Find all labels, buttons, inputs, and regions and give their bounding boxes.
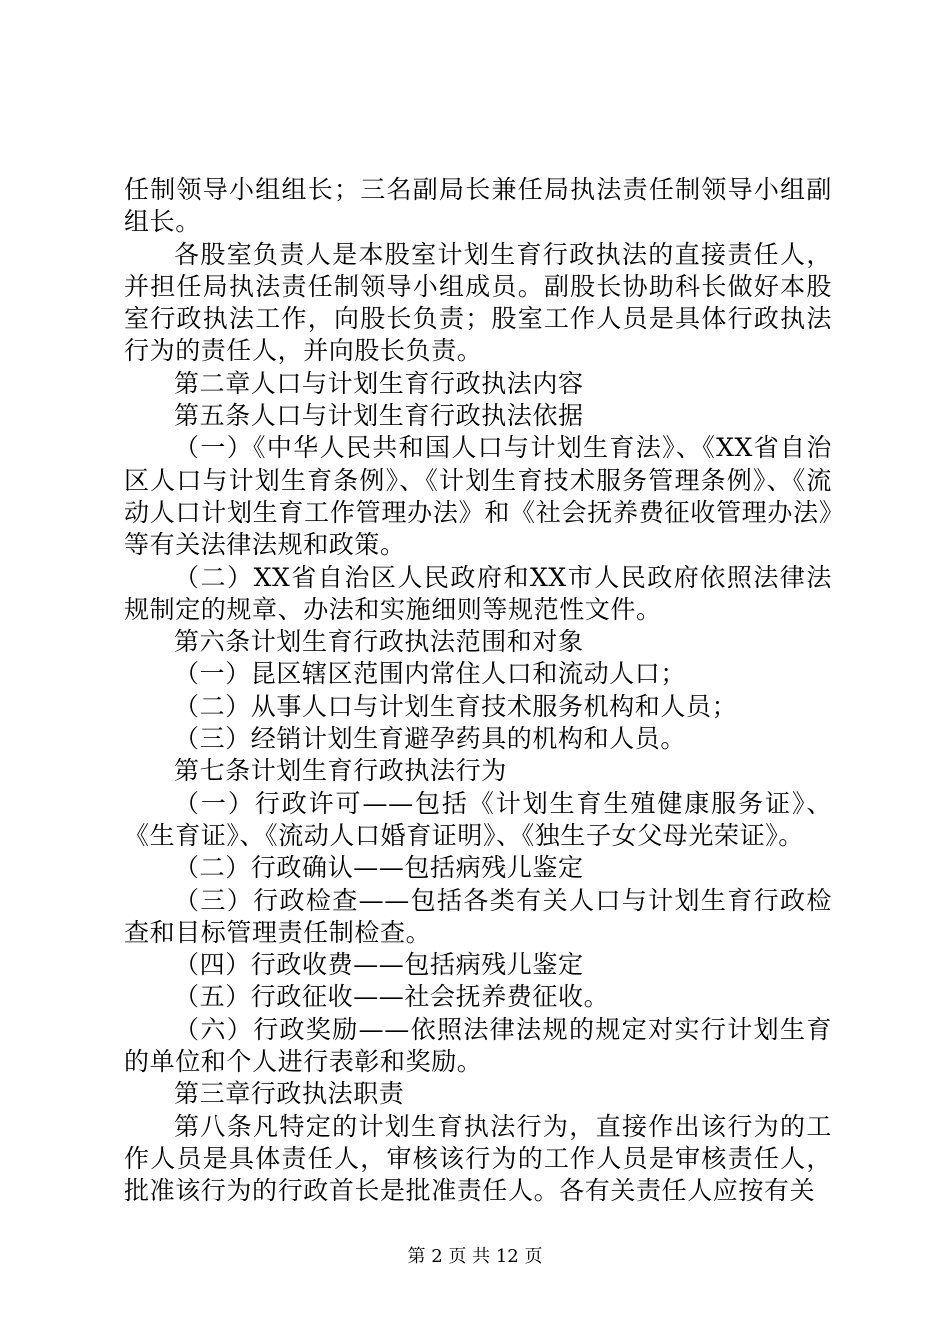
paragraph-2: 各股室负责人是本股室计划生育行政执法的直接责任人，并担任局执法责任制领导小组成员。副股长协助科长做好本股室行政执法工作，向股长负责；股室工作人员是具体行政执法行为的责任人，并向股长负责。	[124, 239, 832, 366]
article-8-paragraph: 第八条凡特定的计划生育执法行为，直接作出该行为的工作人员是具体责任人，审核该行为的工作人员是审核责任人，批准该行为的行政首长是批准责任人。各有关责任人应按有关	[124, 1111, 832, 1206]
article-5-item-2: （二）XX省自治区人民政府和XX市人民政府依照法律法规制定的规章、办法和实施细则等规范性文件。	[124, 562, 832, 624]
article-5-item-1: （一）《中华人民共和国人口与计划生育法》、《XX省自治区人口与计划生育条例》、《计划生育技术服务管理条例》、《流动人口计划生育工作管理办法》和《社会抚养费征收管理办法》等有关法律法规和政策。	[124, 433, 832, 560]
article-7-item-1: （一）行政许可——包括《计划生育生殖健康服务证》、《生育证》、《流动人口婚育证明》、《独生子女父母光荣证》。	[124, 788, 832, 850]
article-7-item-4: （四）行政收费——包括病残儿鉴定	[174, 950, 584, 980]
paragraph-1: 任制领导小组组长；三名副局长兼任局执法责任制领导小组副组长。	[124, 175, 832, 237]
article-5-heading: 第五条人口与计划生育行政执法依据	[174, 401, 584, 431]
article-6-heading: 第六条计划生育行政执法范围和对象	[174, 627, 584, 657]
chapter-heading-2: 第二章人口与计划生育行政执法内容	[174, 368, 584, 398]
article-7-item-5: （五）行政征收——社会抚养费征收。	[174, 982, 610, 1012]
article-7-item-2: （二）行政确认——包括病残儿鉴定	[174, 853, 584, 883]
article-7-item-6: （六）行政奖励——依照法律法规的规定对实行计划生育的单位和个人进行表彰和奖励。	[124, 1014, 832, 1077]
article-6-item-2: （二）从事人口与计划生育技术服务机构和人员；	[174, 691, 738, 721]
chapter-heading-3: 第三章行政执法职责	[174, 1079, 405, 1109]
article-7-heading: 第七条计划生育行政执法行为	[174, 756, 507, 786]
article-6-item-3: （三）经销计划生育避孕药具的机构和人员。	[174, 724, 687, 754]
page-number-footer: 第 2 页 共 12 页	[407, 1246, 543, 1267]
article-7-item-3: （三）行政检查——包括各类有关人口与计划生育行政检查和目标管理责任制检查。	[124, 885, 832, 947]
article-6-item-1: （一）昆区辖区范围内常住人口和流动人口；	[174, 659, 687, 689]
document-body	[124, 174, 832, 1208]
